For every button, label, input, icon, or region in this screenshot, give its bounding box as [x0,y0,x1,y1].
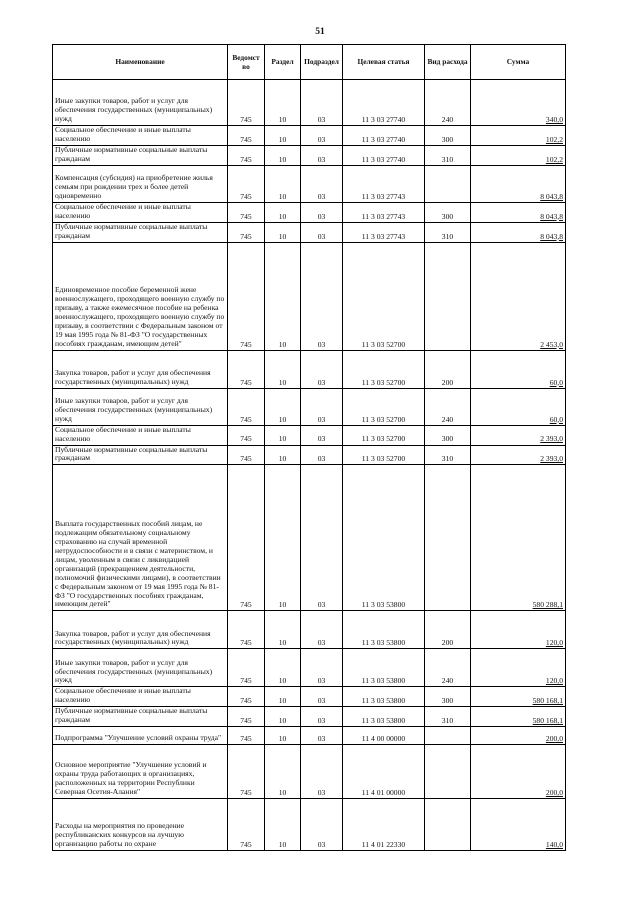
row-vid-raskhoda: 200 [425,611,471,649]
table-row [53,465,566,611]
row-name: Основное мероприятие "Улучшение условий и охраны труда работающих в организациях, расположенных на территории Республики Северная Осетия-Алания" [53,745,228,799]
row-razdel: 10 [265,727,301,745]
row-razdel: 10 [265,611,301,649]
budget-table [52,44,566,851]
row-podrazdel: 03 [301,649,343,687]
summa-value: 2 393,0 [540,434,563,444]
row-vedomstvo: 745 [228,611,265,649]
row-vid-raskhoda: 240 [425,80,471,126]
row-podrazdel: 03 [301,388,343,425]
row-vid-raskhoda: 300 [425,425,471,445]
row-name: Иные закупки товаров, работ и услуг для обеспечения государственных (муниципальных) нужд [53,388,228,425]
table-row [53,727,566,745]
row-vedomstvo: 745 [228,80,265,126]
row-podrazdel: 03 [301,687,343,707]
row-summa [471,727,566,745]
table-row [53,202,566,222]
summa-value: 120,0 [545,638,563,648]
row-vedomstvo: 745 [228,465,265,611]
row-podrazdel: 03 [301,425,343,445]
summa-value: 8 043,8 [540,191,563,201]
row-razdel: 10 [265,799,301,851]
row-razdel: 10 [265,745,301,799]
row-podrazdel: 03 [301,727,343,745]
row-podrazdel: 03 [301,242,343,350]
row-statya: 11 3 03 27740 [343,126,425,146]
table-row [53,222,566,242]
row-name: Иные закупки товаров, работ и услуг для обеспечения государственных (муниципальных) нужд [53,80,228,126]
table-row [53,707,566,727]
row-vedomstvo: 745 [228,445,265,465]
row-razdel: 10 [265,202,301,222]
row-vid-raskhoda: 200 [425,350,471,388]
row-summa [471,145,566,165]
row-vid-raskhoda: 240 [425,649,471,687]
summa-value: 200,0 [545,734,563,744]
summa-value: 60,0 [549,377,563,387]
row-razdel: 10 [265,145,301,165]
row-vid-raskhoda: 310 [425,707,471,727]
row-summa [471,799,566,851]
table-row [53,445,566,465]
row-name: Социальное обеспечение и иные выплаты населению [53,202,228,222]
row-razdel: 10 [265,126,301,146]
row-name: Подпрограмма "Улучшение условий охраны труда" [53,727,228,745]
row-summa [471,445,566,465]
row-vedomstvo: 745 [228,242,265,350]
row-podrazdel: 03 [301,80,343,126]
table-row [53,687,566,707]
row-vedomstvo: 745 [228,165,265,202]
row-summa [471,202,566,222]
table-row [53,611,566,649]
row-vid-raskhoda [425,242,471,350]
summa-value: 2 453,0 [540,339,563,349]
row-vedomstvo: 745 [228,126,265,146]
table-row [53,649,566,687]
row-statya: 11 3 03 52700 [343,388,425,425]
row-razdel: 10 [265,687,301,707]
row-statya: 11 3 03 27740 [343,80,425,126]
row-podrazdel: 03 [301,745,343,799]
row-summa [471,388,566,425]
row-summa [471,350,566,388]
row-podrazdel: 03 [301,126,343,146]
summa-value: 580 288,1 [532,600,563,610]
row-name: Выплата государственных пособий лицам, не подлежащим обязательному социальному страхованию на случай временной нетрудоспособности и в связи с материнством, и лицам, уволенным в связи с ликвидацией организаций (прекращением деятельности, полномочий физическими лицами), в соответствии с Федеральным законом от 19 мая 1995 года № 81-ФЗ "О государственных пособиях гражданам, имеющим детей" [53,465,228,611]
row-razdel: 10 [265,707,301,727]
row-vedomstvo: 745 [228,649,265,687]
table-row [53,745,566,799]
row-vid-raskhoda: 300 [425,202,471,222]
table-row [53,242,566,350]
header-vedomstvo: Ведомст во [228,45,265,80]
row-name: Социальное обеспечение и иные выплаты населению [53,425,228,445]
row-podrazdel: 03 [301,465,343,611]
page-number: 51 [315,27,325,37]
summa-value: 8 043,8 [540,231,563,241]
row-summa [471,425,566,445]
summa-value: 8 043,8 [540,211,563,221]
row-summa [471,465,566,611]
row-vedomstvo: 745 [228,687,265,707]
row-vid-raskhoda [425,799,471,851]
row-vedomstvo: 745 [228,727,265,745]
row-summa [471,242,566,350]
table-row [53,350,566,388]
row-razdel: 10 [265,445,301,465]
row-vid-raskhoda: 310 [425,445,471,465]
table-row [53,388,566,425]
row-razdel: 10 [265,80,301,126]
row-vid-raskhoda [425,727,471,745]
summa-value: 2 393,0 [540,454,563,464]
row-statya: 11 4 01 22330 [343,799,425,851]
row-name: Закупка товаров, работ и услуг для обеспечения государственных (муниципальных) нужд [53,350,228,388]
table-row [53,799,566,851]
row-statya: 11 4 00 00000 [343,727,425,745]
row-vedomstvo: 745 [228,388,265,425]
row-name: Публичные нормативные социальные выплаты гражданам [53,222,228,242]
summa-value: 120,0 [545,676,563,686]
row-name: Публичные нормативные социальные выплаты гражданам [53,145,228,165]
row-name: Иные закупки товаров, работ и услуг для обеспечения государственных (муниципальных) нужд [53,649,228,687]
row-podrazdel: 03 [301,165,343,202]
row-name: Единовременное пособие беременной жене военнослужащего, проходящего военную службу по призыву, а также ежемесячное пособие на ребенка военнослужащего, проходящего военную службу по призыву, в соответствии с Федеральным законом от 19 мая 1995 года № 81-ФЗ "О государственных пособиях гражданам, имеющим детей" [53,242,228,350]
header-name: Наименование [53,45,228,80]
row-name: Публичные нормативные социальные выплаты гражданам [53,445,228,465]
summa-value: 140,0 [545,840,563,850]
row-vedomstvo: 745 [228,707,265,727]
row-name: Закупка товаров, работ и услуг для обеспечения государственных (муниципальных) нужд [53,611,228,649]
row-vid-raskhoda [425,165,471,202]
row-razdel: 10 [265,465,301,611]
row-name: Компенсация (субсидия) на приобретение жилья семьям при рождении трех и более детей одновременно [53,165,228,202]
row-podrazdel: 03 [301,611,343,649]
row-podrazdel: 03 [301,350,343,388]
table-row [53,165,566,202]
row-statya: 11 3 03 53800 [343,687,425,707]
row-podrazdel: 03 [301,707,343,727]
row-statya: 11 3 03 53800 [343,465,425,611]
header-razdel: Раздел [265,45,301,80]
row-summa [471,707,566,727]
row-vid-raskhoda: 240 [425,388,471,425]
header-statya: Целевая статья [343,45,425,80]
row-podrazdel: 03 [301,202,343,222]
table-row [53,425,566,445]
row-podrazdel: 03 [301,222,343,242]
row-razdel: 10 [265,222,301,242]
row-vedomstvo: 745 [228,799,265,851]
table-body [53,80,566,851]
row-statya: 11 3 03 53800 [343,649,425,687]
row-summa [471,80,566,126]
row-vid-raskhoda [425,745,471,799]
row-name: Публичные нормативные социальные выплаты гражданам [53,707,228,727]
summa-value: 580 168,1 [532,696,563,706]
table-row [53,80,566,126]
row-podrazdel: 03 [301,445,343,465]
row-summa [471,745,566,799]
row-statya: 11 3 03 52700 [343,350,425,388]
table-row [53,126,566,146]
header-vid-raskhoda: Вид расхода [425,45,471,80]
row-statya: 11 4 01 00000 [343,745,425,799]
row-vedomstvo: 745 [228,350,265,388]
row-name: Расходы на мероприятия по проведение республиканских конкурсов на лучшую организацию работы по охране [53,799,228,851]
summa-value: 340,0 [545,114,563,124]
table-row [53,145,566,165]
row-vedomstvo: 745 [228,145,265,165]
row-statya: 11 3 03 27743 [343,165,425,202]
row-statya: 11 3 03 52700 [343,445,425,465]
row-summa [471,222,566,242]
row-summa [471,611,566,649]
summa-value: 60,0 [549,414,563,424]
row-vedomstvo: 745 [228,222,265,242]
row-name: Социальное обеспечение и иные выплаты населению [53,687,228,707]
summa-value: 102,2 [545,154,563,164]
row-statya: 11 3 03 27743 [343,222,425,242]
row-summa [471,126,566,146]
row-vid-raskhoda: 310 [425,145,471,165]
row-vedomstvo: 745 [228,202,265,222]
row-statya: 11 3 03 52700 [343,425,425,445]
summa-value: 580 168,1 [532,716,563,726]
row-summa [471,687,566,707]
row-razdel: 10 [265,242,301,350]
row-summa [471,649,566,687]
row-razdel: 10 [265,165,301,202]
row-summa [471,165,566,202]
row-vedomstvo: 745 [228,745,265,799]
row-vid-raskhoda: 300 [425,687,471,707]
row-vid-raskhoda: 310 [425,222,471,242]
row-statya: 11 3 03 53800 [343,707,425,727]
header-summa: Сумма [471,45,566,80]
row-statya: 11 3 03 53800 [343,611,425,649]
summa-value: 102,2 [545,134,563,144]
row-vid-raskhoda [425,465,471,611]
table-header-row [53,45,566,80]
row-statya: 11 3 03 27740 [343,145,425,165]
row-razdel: 10 [265,425,301,445]
header-podrazdel: Подраздел [301,45,343,80]
row-podrazdel: 03 [301,145,343,165]
row-podrazdel: 03 [301,799,343,851]
row-razdel: 10 [265,388,301,425]
row-vid-raskhoda: 300 [425,126,471,146]
row-statya: 11 3 03 27743 [343,202,425,222]
row-razdel: 10 [265,649,301,687]
row-statya: 11 3 03 52700 [343,242,425,350]
row-vedomstvo: 745 [228,425,265,445]
row-name: Социальное обеспечение и иные выплаты населению [53,126,228,146]
summa-value: 200,0 [545,788,563,798]
row-razdel: 10 [265,350,301,388]
